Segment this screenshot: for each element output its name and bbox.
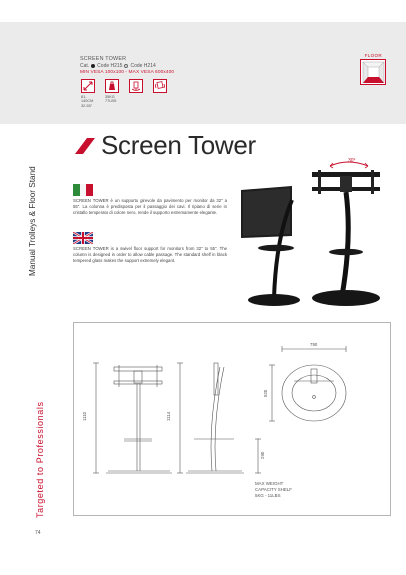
uk-flag-icon xyxy=(73,232,93,244)
dim-shelf-height: 290 xyxy=(260,451,265,459)
technical-drawing-frame xyxy=(73,322,391,516)
floor-label: FLOOR xyxy=(364,53,382,58)
product-codes xyxy=(80,63,260,69)
stand-bracket-illustration xyxy=(312,158,380,306)
capacity-line-3: 5KG - 11LBS xyxy=(255,492,281,498)
code-2: Code H214 xyxy=(130,63,156,69)
weight-icon xyxy=(105,79,119,93)
dim-height-front: 1110 xyxy=(82,411,87,421)
capacity-line-1: MAX WEIGHT xyxy=(255,481,284,486)
spec-block xyxy=(80,56,260,75)
dim-width: 790 xyxy=(310,342,318,347)
empty-dot-icon xyxy=(124,64,128,68)
vesa-range: MIN VESA 100x100 - MAX VESA 600x400 xyxy=(80,70,175,75)
spec-size xyxy=(81,79,97,108)
series-name: SCREEN TOWER xyxy=(80,56,127,62)
brand-slash-icon xyxy=(73,136,97,156)
technical-drawing xyxy=(74,323,392,517)
spec-swivel xyxy=(129,79,145,108)
product-photo xyxy=(234,148,384,310)
size-diagonal-icon xyxy=(81,79,95,93)
italian-flag-icon xyxy=(73,184,93,196)
tilt-icon xyxy=(153,79,167,93)
weight-caption-kg: 35KG xyxy=(105,94,115,99)
description-italian: SCREEN TOWER è un supporto girevole da pavimento per monitor da 32" a 55". La colonna è predisposta per il passaggio dei cavi. Il ripiano di serie in cristallo temperato di colore nero, rende il supporto estremamente elegante. xyxy=(73,198,227,215)
category-sidebar-label: Manual Trolleys & Floor Stand xyxy=(28,166,37,276)
weight-caption-lbs: 77LBS xyxy=(105,99,117,104)
cat-label: Cat. xyxy=(80,63,90,69)
capacity-line-2: CAPACITY SHELF xyxy=(255,486,292,492)
description-english: SCREEN TOWER is a swivel floor support for monitors from 32" to 55". The column is designed in order to allow cable passage. The standard shelf in black tempered glass makes the support extremely elegant. xyxy=(73,246,227,263)
title-row xyxy=(73,130,256,161)
tagline-sidebar-label: Targeted to Professionals xyxy=(35,401,45,518)
code-1: Code H215 xyxy=(97,63,123,69)
dim-depth: 520 xyxy=(263,389,268,397)
spec-icon-row xyxy=(81,79,169,108)
dim-height-side: 1114 xyxy=(166,411,171,421)
page-title: Screen Tower xyxy=(101,130,256,160)
stand-with-monitor-illustration xyxy=(241,186,300,306)
floor-room-icon xyxy=(360,59,386,85)
floor-badge xyxy=(360,53,386,85)
rotation-angle-label: 30° xyxy=(348,158,356,164)
filled-dot-icon xyxy=(91,64,95,68)
size-caption-inch: 32-55" xyxy=(81,103,93,108)
spec-tilt xyxy=(153,79,169,108)
page-number: 74 xyxy=(35,530,41,536)
spec-weight xyxy=(105,79,121,108)
size-caption-cm: 81-140CM xyxy=(81,94,94,104)
swivel-icon xyxy=(129,79,143,93)
shelf-capacity-note xyxy=(255,481,292,499)
